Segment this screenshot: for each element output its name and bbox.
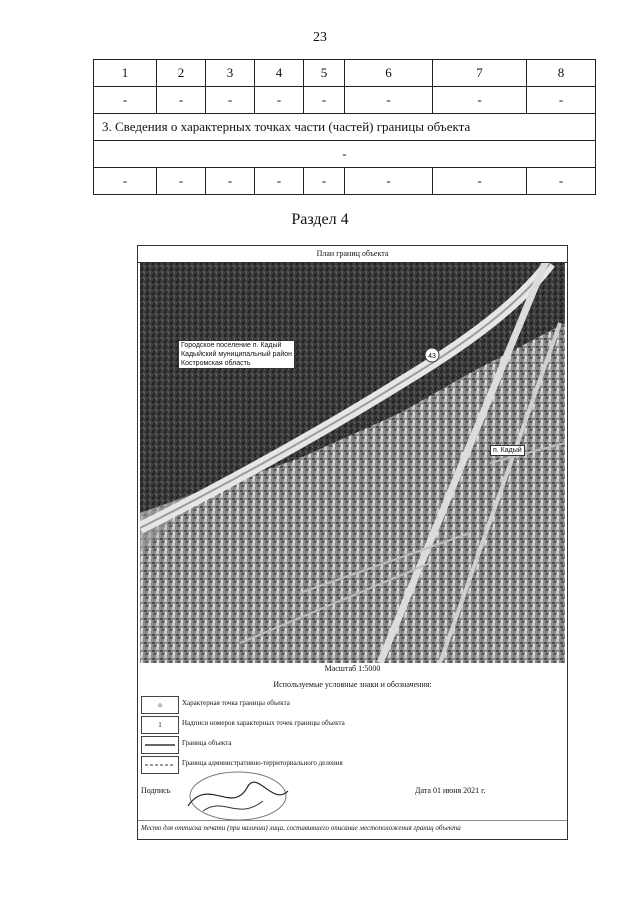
table-cell: 5: [304, 60, 345, 87]
region-label-line: Кадыйский муниципальный район: [181, 351, 293, 358]
plan-date: Дата 01 июня 2021 г.: [415, 786, 486, 795]
table-header-row: [94, 60, 596, 87]
legend-boundary-symbol: [141, 736, 179, 754]
legend-item-label: Граница административно-территориального деления: [182, 759, 343, 767]
table-row: [94, 168, 596, 195]
table-cell: -: [157, 168, 206, 195]
table-cell: 4: [255, 60, 304, 87]
table-cell: -: [157, 87, 206, 114]
legend-number-symbol: 1: [141, 716, 179, 734]
table-cell: -: [255, 87, 304, 114]
region-label-line: Городское поселение п. Кадый: [181, 342, 282, 349]
section-title: Раздел 4: [291, 211, 349, 228]
table-cell: -: [433, 87, 527, 114]
table-cell: -: [345, 87, 433, 114]
signature-stamp: [178, 766, 298, 826]
boundary-plan: [137, 245, 568, 840]
map-image: [140, 263, 565, 663]
table-row: [94, 87, 596, 114]
table-cell: -: [345, 168, 433, 195]
footer-divider: [138, 820, 567, 821]
signature-label: Подпись: [141, 786, 171, 795]
stamp-place-note: Место для оттиска печати (при наличии) лица, составившего описание местоположения границ объекта: [141, 824, 461, 832]
table-cell: 2: [157, 60, 206, 87]
satellite-map: [140, 263, 565, 663]
region-label-line: Костромская область: [181, 360, 251, 367]
table-cell: 6: [345, 60, 433, 87]
legend-item-label: Характерная точка границы объекта: [182, 699, 290, 707]
table-cell: -: [255, 168, 304, 195]
table-cell: -: [94, 87, 157, 114]
page-number: 23: [313, 30, 327, 45]
table-cell: 3: [206, 60, 255, 87]
region-label: [178, 340, 295, 369]
table-cell: 8: [527, 60, 596, 87]
table-cell: -: [304, 168, 345, 195]
legend-title: Используемые условные знаки и обозначения:: [273, 680, 432, 689]
table-cell: -: [527, 168, 596, 195]
table-cell: -: [206, 168, 255, 195]
legend-item-label: Граница объекта: [182, 739, 232, 747]
settlement-label: п. Кадый: [490, 445, 525, 456]
section-heading: 3. Сведения о характерных точках части (частей) границы объекта: [94, 114, 596, 141]
table-cell: -: [433, 168, 527, 195]
section-dash: -: [94, 141, 596, 168]
table-cell: -: [94, 168, 157, 195]
table-cell: -: [206, 87, 255, 114]
table-cell: 1: [94, 60, 157, 87]
table-cell: -: [304, 87, 345, 114]
table-section-row: [94, 114, 596, 141]
road-number-text: 43: [428, 353, 436, 360]
table-row: [94, 141, 596, 168]
legend-admin-boundary-symbol: [141, 756, 179, 774]
legend-point-symbol: o: [141, 696, 179, 714]
plan-title: План границ объекта: [138, 246, 567, 263]
table-cell: -: [527, 87, 596, 114]
table-cell: 7: [433, 60, 527, 87]
legend-item-label: Надписи номеров характерных точек границы объекта: [182, 719, 345, 727]
coordinates-table: [93, 59, 596, 195]
map-scale: Масштаб 1:5000: [324, 664, 381, 673]
